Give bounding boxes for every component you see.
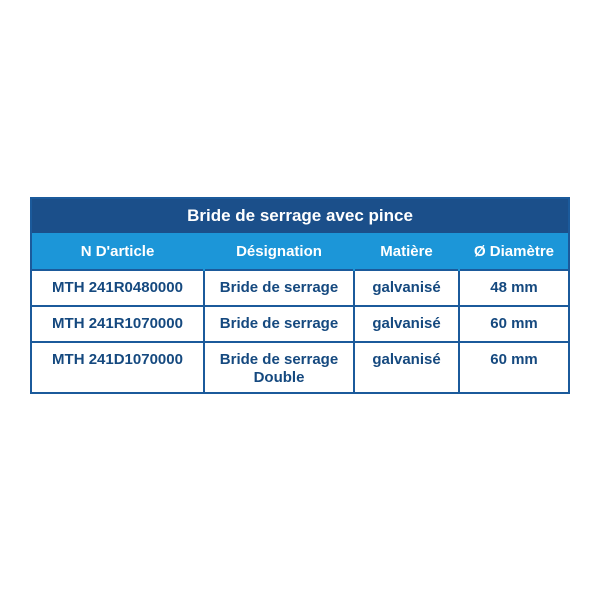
cell-matiere: galvanisé [354, 306, 459, 342]
header-row [32, 233, 568, 270]
cell-designation [204, 270, 354, 306]
table-row [32, 306, 568, 342]
designation-line-2: Double [253, 369, 305, 386]
cell-diametre: 60 mm [459, 342, 568, 392]
header-designation: Désignation [204, 233, 354, 270]
table-title: Bride de serrage avec pince [32, 199, 568, 233]
cell-matiere: galvanisé [354, 342, 459, 392]
designation-line: Bride de serrage [219, 351, 339, 368]
cell-article: MTH 241D1070000 [32, 342, 204, 392]
header-article: N D'article [32, 233, 204, 270]
table-row [32, 342, 568, 392]
cell-diametre: 48 mm [459, 270, 568, 306]
cell-article: MTH 241R0480000 [32, 270, 204, 306]
cell-matiere: galvanisé [354, 270, 459, 306]
spec-table [32, 233, 568, 392]
product-table [30, 197, 570, 394]
cell-designation [204, 342, 354, 392]
cell-article: MTH 241R1070000 [32, 306, 204, 342]
designation-line: Bride de serrage [219, 279, 339, 296]
header-diametre: Ø Diamètre [459, 233, 568, 270]
cell-diametre: 60 mm [459, 306, 568, 342]
table-row [32, 270, 568, 306]
header-matiere: Matière [354, 233, 459, 270]
cell-designation [204, 306, 354, 342]
designation-line: Bride de serrage [219, 315, 339, 332]
